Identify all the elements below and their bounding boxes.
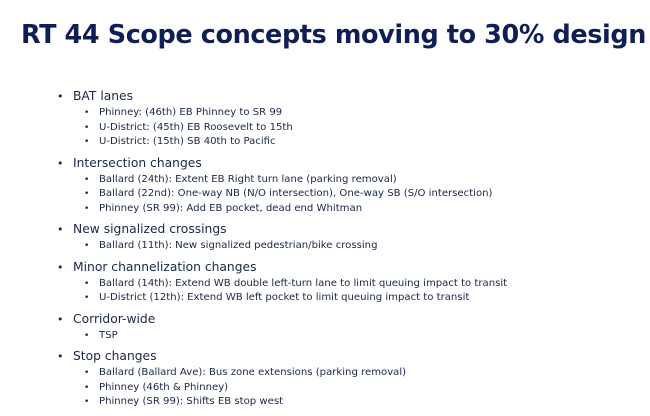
list-item (57, 187, 642, 202)
section-heading-text: New signalized crossings (73, 222, 227, 236)
bullet-icon: • (84, 174, 90, 185)
section-heading-text: BAT lanes (73, 89, 134, 103)
bullet-icon: • (57, 350, 64, 363)
list-item (57, 366, 642, 381)
list-item (57, 291, 642, 306)
section-heading (57, 220, 642, 239)
section-bat-lanes (57, 87, 642, 154)
list-item-text: Ballard (14th): Extend WB double left-turn lane to limit queuing impact to transit (99, 277, 508, 289)
list-item-text: Phinney: (46th) EB Phinney to SR 99 (99, 107, 283, 118)
outline-list (57, 87, 642, 414)
bullet-icon: • (84, 293, 90, 303)
list-item (57, 106, 642, 121)
list-item (57, 202, 642, 217)
bullet-icon: • (84, 368, 90, 378)
bullet-icon: • (57, 312, 64, 326)
section-intersection-changes (57, 154, 642, 221)
list-item-text: Phinney (SR 99): Add EB pocket, dead end Whitman (99, 202, 363, 214)
bullet-icon: • (84, 397, 90, 407)
list-item (57, 277, 642, 292)
bullet-icon: • (57, 223, 64, 236)
list-item-text: TSP (99, 329, 118, 341)
list-item-text: Ballard (22nd): One-way NB (N/O intersection), One-way SB (S/O intersection) (99, 188, 493, 199)
section-heading (57, 154, 642, 173)
list-item-text: Ballard (11th): New signalized pedestrian/bike crossing (99, 240, 378, 251)
section-stop-changes (57, 347, 642, 414)
section-heading-text: Stop changes (73, 349, 157, 363)
sub-list (57, 239, 642, 258)
section-heading (57, 310, 642, 329)
list-item (57, 135, 642, 150)
list-item (57, 239, 642, 254)
section-heading (57, 347, 642, 366)
sub-list (57, 173, 642, 221)
slide-title: RT 44 Scope concepts moving to 30% design (21, 20, 646, 50)
section-heading (57, 258, 642, 277)
list-item-text: U-District (12th): Extend WB left pocket to limit queuing impact to transit (99, 292, 470, 303)
list-item-text: Ballard (24th): Extent EB Right turn lane (parking removal) (99, 173, 397, 185)
list-item (57, 381, 642, 396)
section-new-signalized-crossings (57, 220, 642, 258)
bullet-icon: • (84, 189, 90, 199)
sub-list (57, 329, 642, 348)
list-item-text: U-District: (45th) EB Roosevelt to 15th (99, 121, 293, 133)
list-item (57, 329, 642, 344)
list-item (57, 121, 642, 136)
section-corridor-wide (57, 310, 642, 348)
list-item-text: Ballard (Ballard Ave): Bus zone extensions (parking removal) (99, 367, 407, 378)
bullet-icon: • (84, 241, 90, 251)
list-item (57, 395, 642, 410)
bullet-icon: • (57, 90, 64, 103)
list-item-text: Phinney (46th & Phinney) (99, 381, 229, 393)
sub-list (57, 106, 642, 154)
sub-list (57, 277, 642, 310)
list-item (57, 173, 642, 188)
bullet-icon: • (84, 203, 90, 214)
list-item-text: Phinney (SR 99): Shifts EB stop west (99, 396, 284, 407)
bullet-icon: • (84, 108, 90, 118)
bullet-icon: • (84, 122, 90, 133)
bullet-icon: • (84, 382, 90, 393)
section-minor-channelization-changes (57, 258, 642, 310)
bullet-icon: • (84, 137, 90, 147)
sub-list (57, 366, 642, 414)
bullet-icon: • (57, 156, 64, 170)
bullet-icon: • (84, 278, 90, 289)
list-item-text: U-District: (15th) SB 40th to Pacific (99, 136, 276, 147)
bullet-icon: • (84, 330, 90, 341)
section-heading-text: Intersection changes (73, 155, 202, 170)
section-heading (57, 87, 642, 106)
section-heading-text: Corridor-wide (73, 311, 156, 326)
bullet-icon: • (57, 260, 64, 274)
section-heading-text: Minor channelization changes (73, 259, 257, 274)
